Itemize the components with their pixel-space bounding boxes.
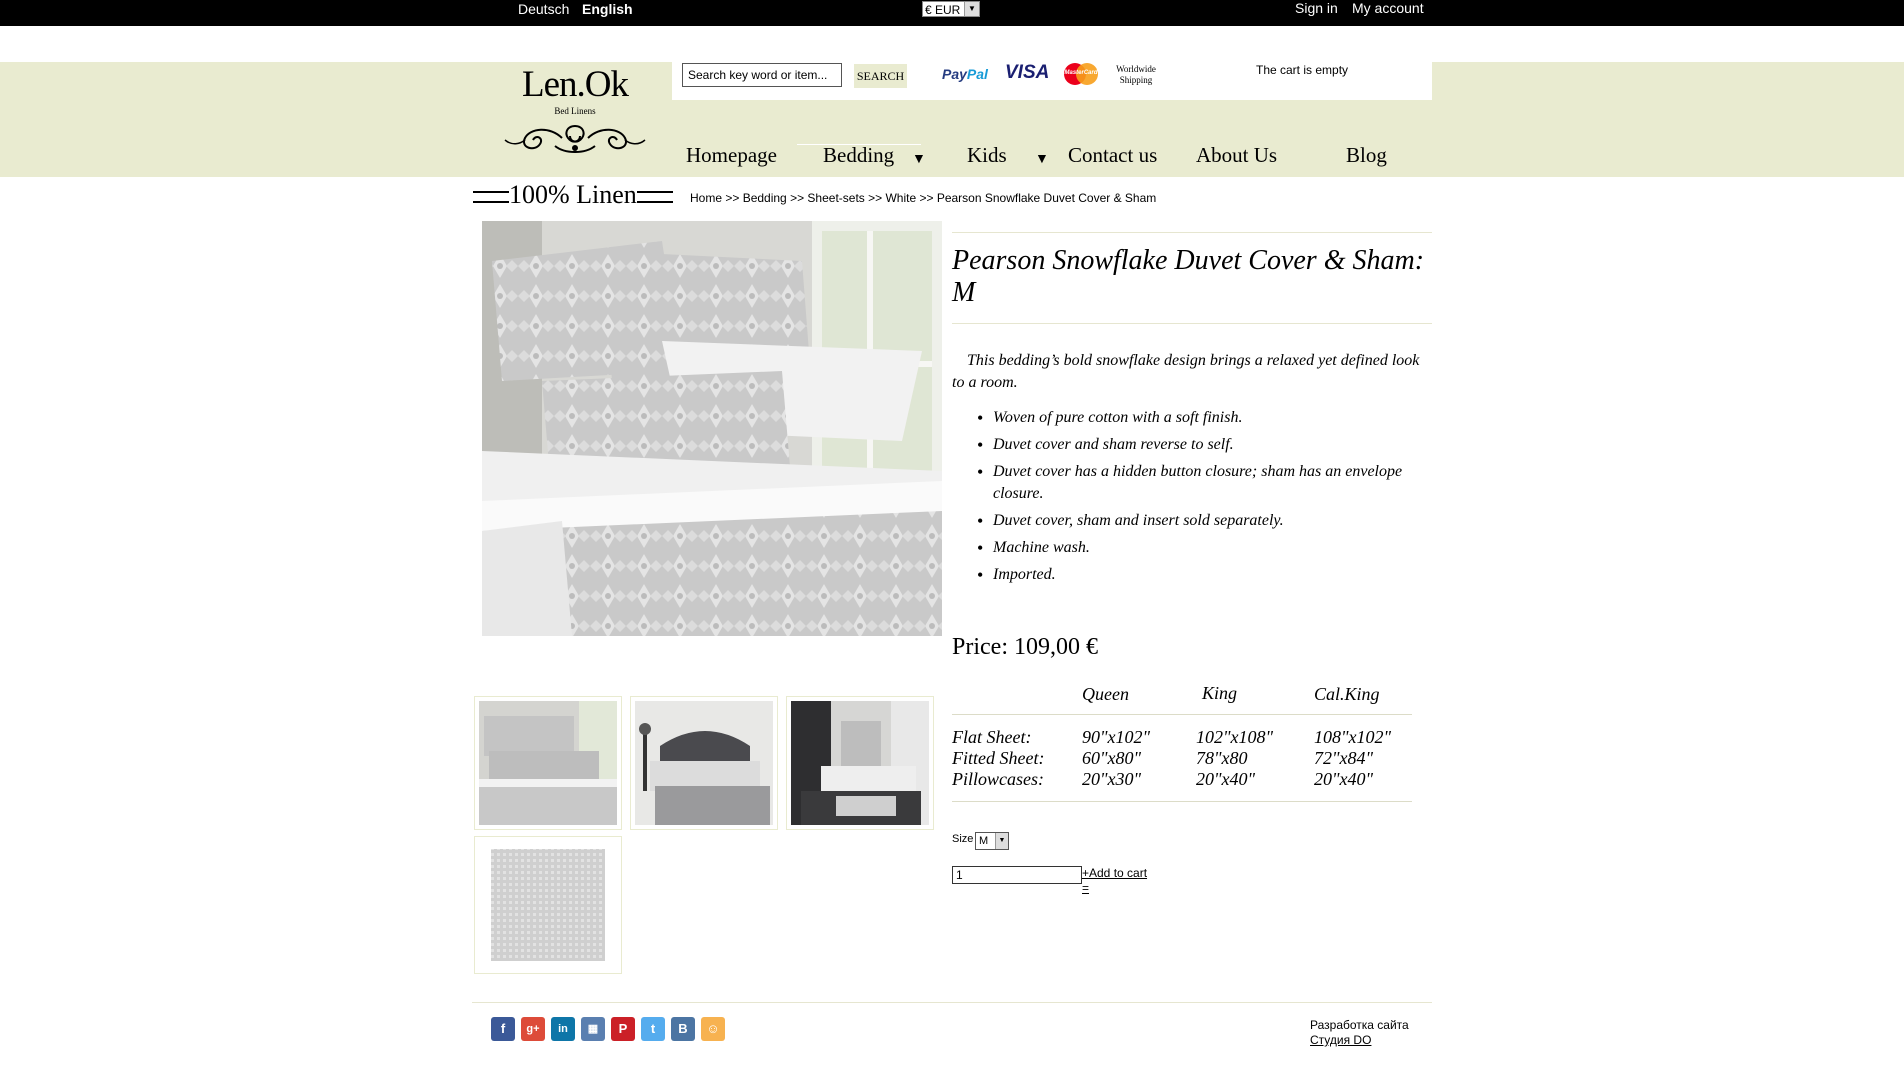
feature-item: • Woven of pure cotton with a soft finish.	[993, 407, 1413, 429]
product-description: This bedding’s bold snowflake design brings a relaxed yet defined look to a room.	[952, 352, 1420, 391]
search-placeholder: Search key word or item...	[688, 68, 828, 82]
decorative-bars-icon	[637, 191, 673, 203]
feature-item: • Duvet cover, sham and insert sold separately.	[993, 510, 1413, 532]
tagline	[473, 178, 673, 212]
size-label: Size	[952, 833, 974, 845]
feature-item: • Imported.	[993, 564, 1413, 586]
chevron-down-icon: ▼	[964, 2, 979, 16]
product-title: Pearson Snowflake Duvet Cover & Sham: M	[952, 245, 1425, 308]
thumbnail-2[interactable]	[630, 696, 778, 830]
search-input[interactable]	[682, 63, 842, 87]
myspace-icon[interactable]: ▦	[581, 1017, 605, 1041]
nav-contact-us[interactable]: Contact us	[1068, 143, 1158, 167]
language-deutsch[interactable]: Deutsch	[518, 1, 570, 17]
size-cell: 102"x108"	[1196, 727, 1274, 747]
site-logo[interactable]	[500, 62, 650, 172]
developer-credit: Разработка сайта	[1310, 1018, 1409, 1032]
feature-list	[993, 407, 1413, 591]
add-to-cart-link[interactable]: +Add to cart	[1082, 866, 1148, 880]
paypal-logo: PayPal	[942, 66, 988, 82]
breadcrumb[interactable]: Home >> Bedding >> Sheet-sets >> White >> Pearson Snowflake Duvet Cover & Sham	[690, 191, 1157, 205]
size-value: M	[979, 835, 989, 847]
size-cell: 108"x102"	[1314, 727, 1392, 747]
chevron-down-icon: ▼	[995, 833, 1008, 849]
language-english[interactable]: English	[582, 1, 633, 17]
google-plus-icon[interactable]: g+	[521, 1017, 545, 1041]
divider	[952, 801, 1412, 802]
worldwide-shipping: Worldwide Shipping	[1116, 64, 1156, 85]
linkedin-icon[interactable]: in	[551, 1017, 575, 1041]
thumbnail-1[interactable]	[474, 696, 622, 830]
decorative-bars-icon	[473, 191, 509, 203]
quantity-input[interactable]	[952, 866, 1082, 884]
studio-link[interactable]: Студия DO	[1310, 1033, 1372, 1047]
my-account-link[interactable]: My account	[1352, 0, 1424, 16]
odnoklassniki-icon[interactable]: ☺	[701, 1017, 725, 1041]
product-price: Price: 109,00 €	[952, 634, 1098, 660]
logo-ornament-icon	[500, 118, 650, 158]
size-cell: 78"x80	[1196, 748, 1248, 768]
sign-in-link[interactable]: Sign in	[1295, 0, 1338, 16]
feature-item: • Machine wash.	[993, 537, 1413, 559]
feature-item: • Duvet cover and sham reverse to self.	[993, 434, 1413, 456]
cart-status[interactable]: The cart is empty	[1256, 63, 1349, 77]
size-col-calking: Cal.King	[1314, 684, 1380, 704]
thumbnail-3[interactable]	[786, 696, 934, 830]
divider	[952, 714, 1412, 715]
size-cell: 20"x40"	[1314, 769, 1374, 789]
mastercard-logo: MasterCard	[1062, 62, 1100, 86]
tagline-text: 100% Linen	[509, 180, 637, 209]
size-col-king: King	[1202, 683, 1238, 703]
size-row-label: Flat Sheet:	[952, 727, 1032, 747]
chevron-down-icon[interactable]: ▼	[1035, 150, 1049, 166]
divider	[952, 323, 1432, 324]
pinterest-icon[interactable]: P	[611, 1017, 635, 1041]
nav-homepage[interactable]: Homepage	[686, 143, 777, 167]
chevron-down-icon[interactable]: ▼	[912, 150, 926, 166]
feature-item: • Duvet cover has a hidden button closure; sham has an envelope closure.	[993, 461, 1413, 505]
thumbnail-4[interactable]	[474, 836, 622, 974]
currency-select[interactable]	[922, 1, 980, 17]
logo-name: Len.Ok	[522, 64, 628, 105]
nav-bedding[interactable]: Bedding	[823, 143, 895, 167]
size-cell: 60"x80"	[1082, 748, 1142, 768]
quantity-value: 1	[956, 868, 963, 882]
size-cell: 72"x84"	[1314, 748, 1374, 768]
visa-logo: VISA	[1005, 62, 1050, 83]
size-row-label: Pillowcases:	[952, 769, 1044, 789]
twitter-icon[interactable]: t	[641, 1017, 665, 1041]
logo-sub: Bed Linens	[554, 106, 596, 116]
vk-icon[interactable]: B	[671, 1017, 695, 1041]
size-col-queen: Queen	[1082, 684, 1129, 704]
nav-kids[interactable]: Kids	[967, 143, 1007, 167]
divider	[952, 232, 1432, 233]
extra-link[interactable]: =	[1082, 881, 1090, 895]
nav-about-us[interactable]: About Us	[1196, 143, 1278, 167]
nav-blog[interactable]: Blog	[1346, 143, 1387, 167]
size-select[interactable]	[975, 832, 1009, 850]
footer-divider	[472, 1002, 1432, 1003]
size-row-label: Fitted Sheet:	[952, 748, 1045, 768]
size-cell: 90"x102"	[1082, 727, 1151, 747]
facebook-icon[interactable]: f	[491, 1017, 515, 1041]
search-button[interactable]: SEARCH	[854, 64, 907, 88]
product-main-image[interactable]	[482, 221, 942, 636]
size-cell: 20"x30"	[1082, 769, 1142, 789]
size-cell: 20"x40"	[1196, 769, 1256, 789]
currency-value: € EUR	[925, 3, 961, 17]
